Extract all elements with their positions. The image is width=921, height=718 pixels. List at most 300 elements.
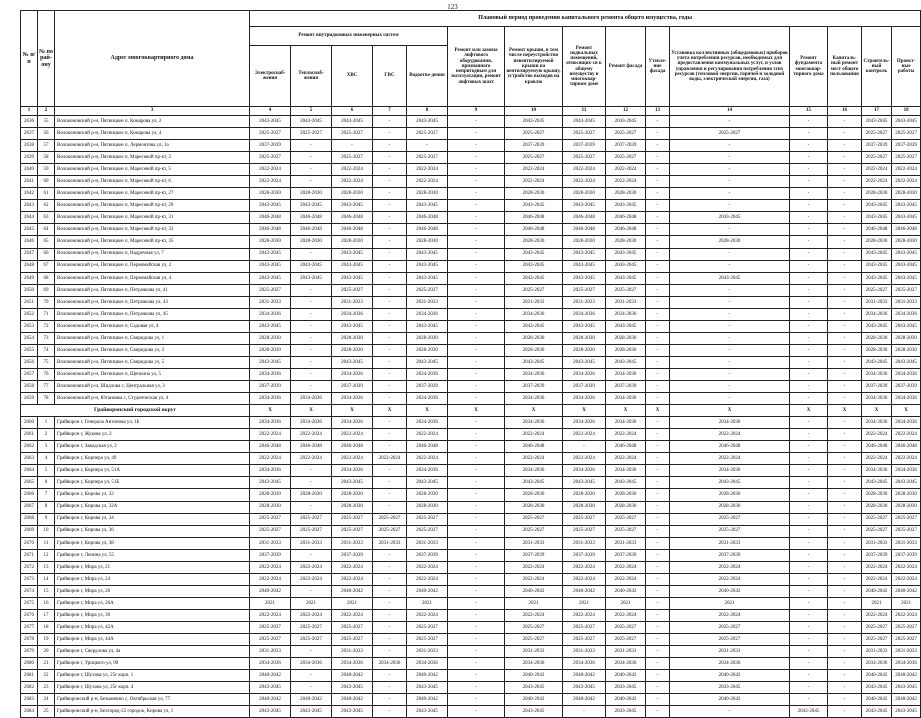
period-cell: 2028-2030 [892,489,921,501]
period-cell: 2022-2024 [250,609,291,621]
period-cell: - [646,489,670,501]
period-cell: 2025-2027 [505,513,563,525]
period-cell: 2043-2045 [505,200,563,212]
period-cell: 2046-2048 [407,224,448,236]
period-cell: 2037-2039 [563,140,606,152]
period-cell: 2028-2030 [332,489,373,501]
period-cell: 2046-2048 [332,212,373,224]
row-number: 2663 [21,453,38,465]
table-row [21,634,921,646]
period-cell: 2043-2045 [606,248,646,260]
period-cell: - [448,200,505,212]
period-cell: 2043-2045 [892,272,921,284]
period-cell: 2043-2045 [606,356,646,368]
period-cell: - [790,694,828,706]
district-number: 59 [38,164,55,176]
period-cell: 2040-2042 [892,585,921,597]
row-number: 2681 [21,670,38,682]
page-number: 123 [447,3,458,11]
period-cell: - [790,609,828,621]
period-cell: 2022-2024 [407,176,448,188]
period-cell: 2043-2045 [892,320,921,332]
period-cell: 2025-2027 [606,152,646,164]
period-cell: - [790,393,828,405]
col-roof-header: Ремонт крыши, в том числе переустройство невентилируемой крыши на вентилируемую крышу, устройство выходов на кровлю [505,27,563,107]
period-cell: - [291,308,332,320]
period-cell: - [646,561,670,573]
period-cell: 2025-2027 [332,621,373,633]
district-number: 24 [38,694,55,706]
period-cell: - [670,176,790,188]
district-number: 75 [38,356,55,368]
period-cell: 2025-2027 [250,634,291,646]
row-number: 2656 [21,356,38,368]
period-cell: - [828,308,862,320]
period-cell: 2046-2048 [407,441,448,453]
period-cell: 2034-2036 [606,417,646,429]
period-cell: - [646,308,670,320]
period-cell: 2034-2036 [505,417,563,429]
period-cell: - [790,344,828,356]
period-cell: 2040-2042 [563,670,606,682]
period-cell: - [790,332,828,344]
period-cell: 2043-2045 [862,706,892,718]
period-cell: 2043-2045 [407,706,448,718]
period-cell: 2025-2027 [563,284,606,296]
period-cell: 2040-2042 [862,694,892,706]
period-cell: 2028-2030 [563,236,606,248]
district-number: 9 [38,513,55,525]
address-cell: Волоконовский р-н, Пятницкое п, Свиридова ул, 1 [55,332,250,344]
period-cell: - [646,116,670,128]
period-cell: - [790,453,828,465]
period-cell: - [373,489,407,501]
address-cell: Грайворон г, Кирова ул, 32А [55,501,250,513]
period-cell: 2031-2033 [892,537,921,549]
row-number: 2662 [21,441,38,453]
period-cell: 2025-2027 [291,525,332,537]
table-row [21,658,921,670]
col-num-header: № п/п [21,11,38,107]
col-basement-header: Ремонт подвальных помещений, относящих-ся к общему имуществу в многоквар-тирном доме [563,27,606,107]
period-cell: - [646,694,670,706]
period-cell: 2028-2030 [505,332,563,344]
address-cell: Грайворон г, Мира ул, 26 [55,585,250,597]
period-cell: - [448,296,505,308]
address-cell: Волоконовский р-н, Пятницкое п, Маресевой пр-кт, 5 [55,164,250,176]
period-cell: 2025-2027 [862,525,892,537]
row-number: 2665 [21,477,38,489]
period-cell: 2022-2024 [606,609,646,621]
period-cell: - [646,646,670,658]
period-cell: 2034-2036 [291,417,332,429]
district-mark: X [407,405,448,417]
period-cell: 2028-2030 [563,332,606,344]
period-cell: 2043-2045 [892,682,921,694]
period-cell: - [828,381,862,393]
period-cell: 2025-2027 [505,152,563,164]
district-number: 10 [38,525,55,537]
period-cell: 2025-2027 [407,513,448,525]
period-cell: 2034-2036 [563,308,606,320]
period-cell: 2043-2045 [407,272,448,284]
period-cell: 2025-2027 [250,525,291,537]
col-control-header: Строитель-ный контроль [862,27,892,107]
period-cell: 2034-2036 [862,308,892,320]
table-row [21,332,921,344]
period-cell: 2028-2030 [606,344,646,356]
period-cell: - [790,140,828,152]
period-cell: 2028-2030 [407,236,448,248]
period-cell: 2034-2036 [373,658,407,670]
period-cell: 2028-2030 [563,344,606,356]
period-cell: - [448,260,505,272]
period-cell: 2028-2030 [606,489,646,501]
period-cell: 2022-2024 [670,561,790,573]
address-cell: Волоконовский р-н, Пятницкое п, Щепкина ул, 5 [55,368,250,380]
period-cell: 2046-2048 [250,212,291,224]
period-cell: - [373,585,407,597]
address-cell: Грайворон г, Кирпера ул, 49 [55,453,250,465]
period-cell: 2043-2045 [332,272,373,284]
period-cell: - [646,200,670,212]
period-cell: 2034-2036 [606,308,646,320]
period-cell: - [828,465,862,477]
district-number: 14 [38,573,55,585]
period-cell: 2028-2030 [862,188,892,200]
period-cell: - [790,116,828,128]
period-cell: - [291,549,332,561]
period-cell: - [646,128,670,140]
period-cell: - [373,176,407,188]
period-cell: - [448,344,505,356]
period-cell: 2043-2045 [563,200,606,212]
period-cell: 2022-2024 [670,453,790,465]
period-cell: - [291,368,332,380]
period-cell: 2037-2039 [563,381,606,393]
table-row [21,260,921,272]
address-cell: Волоконовский р-н, Пятницкое п, Маресевой пр-кт, 35 [55,236,250,248]
period-cell: 2025-2027 [862,128,892,140]
district-number: 1 [38,417,55,429]
district-number: 5 [38,465,55,477]
period-cell: 2031-2033 [332,296,373,308]
address-cell: Волоконовский р-н, Пятницкое п, Лермонтова ул, 1а [55,140,250,152]
period-cell: 2037-2039 [862,549,892,561]
period-cell: 2040-2042 [862,670,892,682]
period-cell: 2040-2042 [407,694,448,706]
period-cell: - [373,621,407,633]
period-cell: 2025-2027 [407,525,448,537]
period-cell: 2022-2024 [407,164,448,176]
address-cell: Грайворон г, Кирова ул, 38 [55,537,250,549]
period-cell: 2021 [862,597,892,609]
period-cell: 2025-2027 [332,634,373,646]
period-cell: - [828,573,862,585]
period-cell: - [670,320,790,332]
period-cell: - [373,188,407,200]
period-cell: 2028-2030 [606,188,646,200]
col-district-num-header: № по рай-ону [38,11,55,107]
period-cell: 2043-2045 [862,320,892,332]
period-cell: 2034-2036 [892,368,921,380]
period-cell: 2022-2024 [862,429,892,441]
period-cell: - [448,381,505,393]
district-mark: X [646,405,670,417]
district-number: 22 [38,670,55,682]
period-cell: 2034-2036 [407,368,448,380]
period-cell: 2043-2045 [291,272,332,284]
period-cell: - [448,224,505,236]
row-number: 2667 [21,501,38,513]
period-cell: - [790,682,828,694]
period-cell: - [373,236,407,248]
period-cell: 2037-2039 [407,549,448,561]
period-cell: - [373,634,407,646]
table-row [21,489,921,501]
period-cell: - [448,417,505,429]
period-cell: - [373,381,407,393]
column-number: 2 [38,107,55,116]
district-number: 73 [38,332,55,344]
period-cell: - [373,670,407,682]
period-cell: - [670,356,790,368]
row-number: 2639 [21,152,38,164]
district-mark: X [790,405,828,417]
table-row [21,585,921,597]
period-cell: 2043-2045 [332,356,373,368]
period-cell: 2028-2030 [332,236,373,248]
address-cell: Волоконовский р-н, Пятницкое п, Маресевой пр-кт, 3 [55,152,250,164]
period-cell: 2025-2027 [563,513,606,525]
period-cell: - [291,296,332,308]
row-number: 2674 [21,585,38,597]
period-cell: - [373,549,407,561]
row-number: 2661 [21,429,38,441]
period-cell: 2022-2024 [505,573,563,585]
period-cell: - [373,212,407,224]
district-number: 21 [38,658,55,670]
address-cell: Волоконовский р-н, Пятницкое п, Маресевой пр-кт, 31 [55,212,250,224]
period-cell: - [828,429,862,441]
period-cell: - [373,465,407,477]
period-cell: 2040-2042 [606,694,646,706]
period-cell: 2046-2048 [332,224,373,236]
period-cell: 2040-2042 [505,585,563,597]
period-cell: 2034-2036 [606,658,646,670]
period-cell: - [790,368,828,380]
column-number: 13 [646,107,670,116]
row-number: 2651 [21,296,38,308]
table-row [21,164,921,176]
period-cell: - [448,393,505,405]
period-cell: - [646,296,670,308]
col-gvs-header: ГВС [373,46,407,107]
period-cell: - [646,597,670,609]
period-cell: 2043-2045 [670,272,790,284]
period-cell: - [448,284,505,296]
col-capital-header: Капиталь-ный ремонт мест общего пользования [828,27,862,107]
period-cell: 2031-2033 [892,646,921,658]
district-number: 74 [38,344,55,356]
period-cell: - [828,176,862,188]
address-cell: Волоконовский р-н, Пятницкое п, Свиридова ул, 3 [55,344,250,356]
period-cell: 2028-2030 [250,489,291,501]
period-cell: - [448,597,505,609]
period-cell: 2028-2030 [505,188,563,200]
table-row [21,453,921,465]
period-cell: 2034-2036 [892,417,921,429]
period-cell: - [646,356,670,368]
period-cell: - [373,441,407,453]
period-cell: 2034-2036 [250,393,291,405]
period-cell: 2025-2027 [862,621,892,633]
period-cell: - [646,332,670,344]
period-cell: 2031-2033 [291,537,332,549]
period-cell: 2043-2045 [332,260,373,272]
row-number: 2640 [21,164,38,176]
period-cell: - [373,597,407,609]
period-cell: - [448,248,505,260]
row-number: 2649 [21,272,38,284]
table-row [21,706,921,718]
period-cell: 2046-2048 [563,224,606,236]
period-cell: 2034-2036 [563,417,606,429]
period-cell: - [448,332,505,344]
period-cell: 2043-2045 [892,212,921,224]
period-cell: - [646,682,670,694]
period-cell: - [646,260,670,272]
period-cell: 2022-2024 [505,609,563,621]
period-cell: 2025-2027 [892,621,921,633]
period-cell: 2022-2024 [606,453,646,465]
period-cell: 2040-2042 [892,694,921,706]
period-cell: 2034-2036 [862,368,892,380]
period-cell: - [670,188,790,200]
table-row [21,573,921,585]
address-cell: Грайворон г, Мира ул, 42А [55,621,250,633]
period-cell: - [291,670,332,682]
district-number: 8 [38,501,55,513]
period-cell: 2022-2024 [332,609,373,621]
period-cell: 2028-2030 [862,344,892,356]
period-cell: - [646,706,670,718]
row-number: 2638 [21,140,38,152]
period-cell: 2043-2045 [407,200,448,212]
district-number: 23 [38,682,55,694]
period-cell: 2046-2048 [505,224,563,236]
period-cell: - [646,513,670,525]
period-cell: 2025-2027 [606,634,646,646]
period-cell: - [373,128,407,140]
period-cell: 2025-2027 [291,621,332,633]
district-mark: X [862,405,892,417]
row-number: 2680 [21,658,38,670]
district-number: 6 [38,477,55,489]
address-cell: Волоконовский р-н, Пятницкое п, Маресевой пр-кт, 27 [55,188,250,200]
district-mark: X [670,405,790,417]
period-cell: 2022-2024 [670,573,790,585]
period-cell: - [448,465,505,477]
period-cell: - [790,284,828,296]
period-cell: 2022-2024 [563,573,606,585]
period-cell: 2021 [291,597,332,609]
period-cell: - [790,573,828,585]
period-cell: - [646,320,670,332]
period-cell: 2043-2045 [407,356,448,368]
period-cell: - [790,537,828,549]
period-cell: - [790,248,828,260]
table-row [21,128,921,140]
col-facade-header: Ремонт фасада [606,27,646,107]
district-number: 56 [38,128,55,140]
period-cell: 2034-2036 [505,393,563,405]
period-cell: 2025-2027 [373,525,407,537]
period-cell: - [646,248,670,260]
period-cell: 2025-2027 [505,525,563,537]
district-number: 17 [38,609,55,621]
period-cell: 2028-2030 [892,236,921,248]
period-cell: - [828,597,862,609]
period-cell: - [790,417,828,429]
address-cell: Волоконовский р-н, Пятницкое п, Маресевой пр-кт, 33 [55,224,250,236]
period-cell: - [828,537,862,549]
period-cell: 2022-2024 [332,453,373,465]
row-number: 2676 [21,609,38,621]
address-cell: Грайворон г, Кирпера ул, 51Б [55,477,250,489]
table-row [21,296,921,308]
period-cell: 2022-2024 [563,164,606,176]
period-cell: - [646,453,670,465]
row-number: 2677 [21,621,38,633]
period-cell: 2046-2048 [606,441,646,453]
period-cell: 2021 [332,597,373,609]
period-cell: - [790,489,828,501]
period-cell: 2022-2024 [862,453,892,465]
period-cell: - [790,513,828,525]
row-number: 2642 [21,188,38,200]
period-cell: 2022-2024 [332,573,373,585]
period-cell: 2022-2024 [250,164,291,176]
period-cell: 2028-2030 [670,236,790,248]
period-cell: 2043-2045 [250,356,291,368]
address-cell: Грайворон г, Ленина ул, 55 [55,549,250,561]
column-number: 18 [892,107,921,116]
period-cell: 2021 [250,597,291,609]
period-cell: - [828,609,862,621]
period-cell: - [373,682,407,694]
period-cell: - [291,477,332,489]
period-cell: 2034-2036 [606,393,646,405]
period-cell: - [332,140,373,152]
period-cell: - [448,706,505,718]
period-cell: 2043-2045 [670,682,790,694]
period-cell: 2025-2027 [563,525,606,537]
period-cell: 2043-2045 [291,260,332,272]
period-cell: 2028-2030 [250,344,291,356]
district-mark: X [828,405,862,417]
row-number: 2644 [21,212,38,224]
period-cell: - [790,621,828,633]
period-cell: - [828,585,862,597]
period-cell: 2022-2024 [332,176,373,188]
period-cell: - [646,188,670,200]
period-cell: 2025-2027 [563,621,606,633]
period-cell: - [790,670,828,682]
period-cell: - [670,248,790,260]
period-cell: - [448,140,505,152]
period-cell: 2037-2039 [892,381,921,393]
